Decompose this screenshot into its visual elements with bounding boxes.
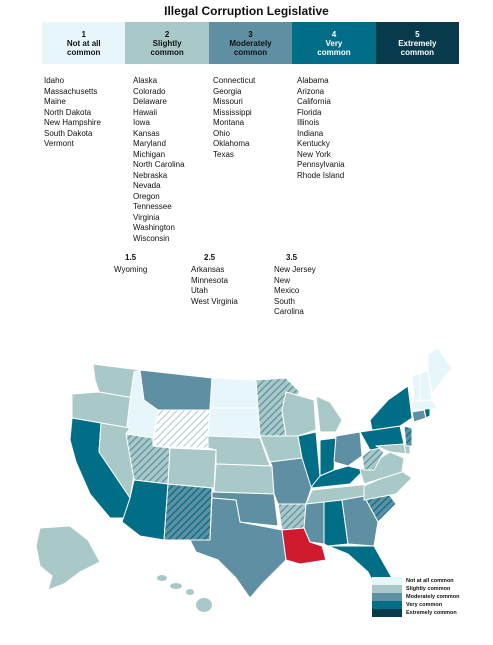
legend-row <box>372 601 459 609</box>
state-list-item: Arkansas <box>191 265 225 274</box>
state-list-item: Oklahoma <box>213 139 250 148</box>
state-list-item: Vermont <box>44 139 74 148</box>
legend-swatch <box>372 577 402 585</box>
legend-label: Very common <box>406 602 443 608</box>
legend-label: Extremely common <box>406 610 457 616</box>
state-list-item: West Virginia <box>191 296 238 306</box>
legend-label: Slightly common <box>406 586 451 592</box>
state-list-item: South Dakota <box>44 128 93 138</box>
category-4-label-line2: common <box>317 47 351 57</box>
state-list-item: Florida <box>297 107 322 117</box>
map-legend <box>372 577 459 617</box>
state-wyoming <box>153 410 210 448</box>
state-list-item: Minnesota <box>191 275 228 285</box>
state-nebraska <box>208 436 270 466</box>
legend-row <box>372 593 459 601</box>
category-2-label-line2: common <box>150 47 184 57</box>
category-2-number: 2 <box>164 29 170 39</box>
legend-swatch <box>372 593 402 601</box>
state-south-dakota <box>208 408 260 438</box>
half-heading-2-5: 2.5 <box>204 253 216 262</box>
category-4-label-line1: Very <box>325 38 343 48</box>
state-list-item: Illinois <box>297 118 320 127</box>
legend-row <box>372 585 459 593</box>
state-alaska <box>36 526 100 590</box>
state-list-item: Rhode Island <box>297 170 345 180</box>
state-list-item: Nebraska <box>133 170 168 180</box>
state-north-dakota <box>210 378 258 408</box>
state-list-item: Kansas <box>133 128 160 138</box>
state-list-item: Montana <box>213 118 245 127</box>
state-list-item: Ohio <box>213 128 230 138</box>
state-list-item: Mississippi <box>213 107 252 117</box>
category-1-label-line1: Not at all <box>66 38 101 48</box>
category-5-label-line1: Extremely <box>398 38 437 48</box>
state-list-item: Colorado <box>133 86 166 96</box>
state-list-item: Alaska <box>133 76 158 85</box>
legend-swatch <box>372 601 402 609</box>
state-ohio <box>334 432 362 466</box>
state-list-item: Arizona <box>297 86 325 96</box>
state-new-york <box>370 386 412 430</box>
half-heading-1-5: 1.5 <box>125 253 137 262</box>
category-3-label-line2: common <box>233 47 268 57</box>
state-list-item: Georgia <box>213 86 242 96</box>
state-hawaii <box>157 575 212 612</box>
category-5-label-line2: common <box>400 47 434 57</box>
state-list-item: Tennessee <box>133 202 172 211</box>
category-1-number: 1 <box>81 29 86 39</box>
category-3-number: 3 <box>248 29 253 39</box>
state-vermont <box>412 374 420 402</box>
category-5-number: 5 <box>415 29 420 39</box>
state-list-item: Texas <box>213 149 234 159</box>
state-list-item: Hawaii <box>133 107 158 117</box>
half-heading-3-5: 3.5 <box>286 253 298 262</box>
state-list-item: Massachusetts <box>44 86 98 96</box>
state-list-item: Kentucky <box>297 139 330 148</box>
state-list-item: North Carolina <box>133 160 185 169</box>
state-list-item: New <box>274 275 291 285</box>
state-list-item: California <box>297 97 331 106</box>
category-2-label-line1: Slightly <box>152 38 182 48</box>
state-list-item: Washington <box>133 223 175 232</box>
state-list-item: Delaware <box>133 97 167 106</box>
legend-label: Moderately common <box>406 594 460 600</box>
state-list-item: Connecticut <box>213 76 256 85</box>
state-list-item: Indiana <box>297 128 324 138</box>
state-new-jersey <box>404 426 412 446</box>
state-arkansas <box>278 504 306 530</box>
state-list-item: Michigan <box>133 149 166 159</box>
state-list-item: Wisconsin <box>133 233 170 243</box>
legend-row <box>372 577 459 585</box>
state-wisconsin <box>282 392 316 436</box>
state-michigan <box>316 396 342 432</box>
map-title: Illegal Corruption Legislative <box>164 4 329 18</box>
category-1-label-line2: common <box>67 47 101 57</box>
state-list-item: Utah <box>191 286 208 295</box>
state-list-item: Alabama <box>297 76 329 85</box>
state-list-item: Mexico <box>274 286 300 295</box>
state-connecticut <box>412 410 426 422</box>
state-kansas <box>214 464 274 494</box>
state-list-item: Iowa <box>133 118 150 127</box>
state-list-item: Nevada <box>133 181 161 190</box>
state-list-item: South <box>274 296 295 306</box>
category-3-label-line1: Moderately <box>229 38 272 48</box>
state-list-item: Maryland <box>133 139 166 148</box>
state-montana <box>140 370 212 410</box>
state-list-item: Virginia <box>133 212 160 222</box>
state-list-item: Oregon <box>133 191 160 201</box>
state-list-item: Pennsylvania <box>297 160 345 169</box>
state-colorado <box>168 448 216 488</box>
state-list-item: New Hampshire <box>44 118 101 127</box>
state-new-mexico <box>164 484 212 540</box>
state-maine <box>428 348 452 394</box>
state-list-item: New York <box>297 149 331 159</box>
state-list-item: Idaho <box>44 76 65 85</box>
category-4-number: 4 <box>331 29 337 39</box>
state-list-item: North Dakota <box>44 107 92 117</box>
state-list-item: Wyoming <box>114 265 148 274</box>
state-list-item: Missouri <box>213 97 243 106</box>
legend-label: Not at all common <box>406 578 454 584</box>
legend-swatch <box>372 609 402 617</box>
state-list-item: New Jersey <box>274 265 316 274</box>
state-list-item: Maine <box>44 97 66 106</box>
legend-swatch <box>372 585 402 593</box>
state-list-item: Carolina <box>274 307 304 316</box>
legend-row <box>372 609 459 617</box>
